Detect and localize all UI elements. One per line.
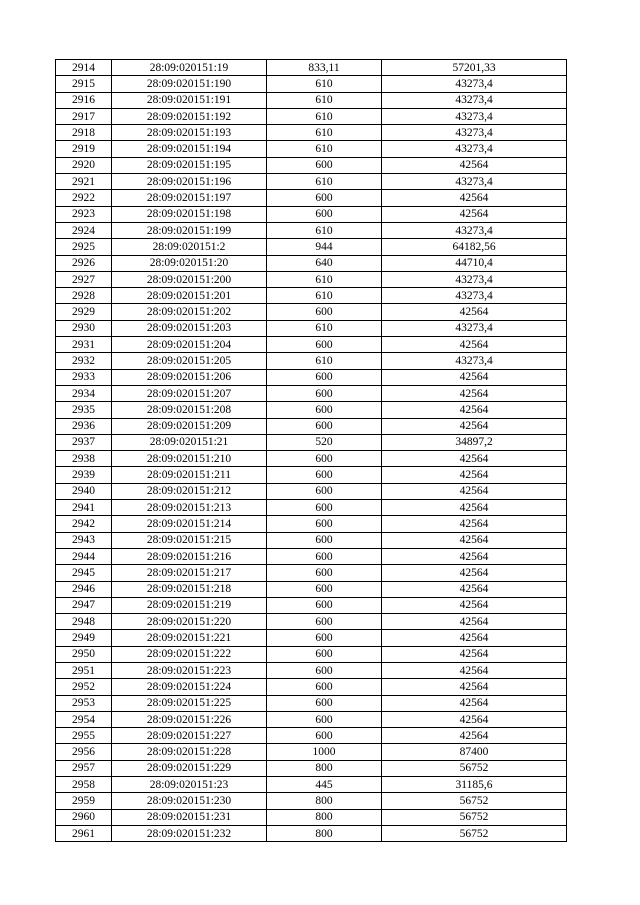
value-cell: 42564: [382, 532, 567, 548]
table-row: [56, 695, 567, 711]
table-row: [56, 76, 567, 92]
row-number-cell: 2933: [56, 369, 112, 385]
cadastral-number-cell: 28:09:020151:229: [112, 760, 267, 776]
area-cell: 610: [267, 92, 382, 108]
cadastral-number-cell: 28:09:020151:21: [112, 434, 267, 450]
table-row: [56, 825, 567, 841]
cadastral-number-cell: 28:09:020151:230: [112, 793, 267, 809]
cadastral-number-cell: 28:09:020151:190: [112, 76, 267, 92]
row-number-cell: 2914: [56, 60, 112, 76]
row-number-cell: 2953: [56, 695, 112, 711]
value-cell: 64182,56: [382, 239, 567, 255]
area-cell: 800: [267, 760, 382, 776]
cadastral-number-cell: 28:09:020151:231: [112, 809, 267, 825]
table-row: [56, 711, 567, 727]
cadastral-number-cell: 28:09:020151:192: [112, 108, 267, 124]
area-cell: 1000: [267, 744, 382, 760]
table-row: [56, 174, 567, 190]
row-number-cell: 2948: [56, 614, 112, 630]
cadastral-number-cell: 28:09:020151:2: [112, 239, 267, 255]
row-number-cell: 2922: [56, 190, 112, 206]
table-row: [56, 646, 567, 662]
value-cell: 42564: [382, 711, 567, 727]
row-number-cell: 2938: [56, 451, 112, 467]
area-cell: 600: [267, 304, 382, 320]
cadastral-number-cell: 28:09:020151:199: [112, 222, 267, 238]
value-cell: 87400: [382, 744, 567, 760]
area-cell: 610: [267, 76, 382, 92]
value-cell: 42564: [382, 418, 567, 434]
table-row: [56, 206, 567, 222]
value-cell: 42564: [382, 206, 567, 222]
value-cell: 42564: [382, 646, 567, 662]
cadastral-number-cell: 28:09:020151:232: [112, 825, 267, 841]
value-cell: 57201,33: [382, 60, 567, 76]
cadastral-number-cell: 28:09:020151:206: [112, 369, 267, 385]
area-cell: 600: [267, 711, 382, 727]
cadastral-number-cell: 28:09:020151:212: [112, 483, 267, 499]
value-cell: 34897,2: [382, 434, 567, 450]
cadastral-number-cell: 28:09:020151:204: [112, 337, 267, 353]
value-cell: 43273,4: [382, 222, 567, 238]
area-cell: 800: [267, 809, 382, 825]
row-number-cell: 2960: [56, 809, 112, 825]
table-row: [56, 125, 567, 141]
table-row: [56, 500, 567, 516]
row-number-cell: 2959: [56, 793, 112, 809]
table-row: [56, 337, 567, 353]
area-cell: 600: [267, 483, 382, 499]
cadastral-number-cell: 28:09:020151:191: [112, 92, 267, 108]
table-row: [56, 369, 567, 385]
cadastral-number-cell: 28:09:020151:207: [112, 385, 267, 401]
cadastral-number-cell: 28:09:020151:196: [112, 174, 267, 190]
row-number-cell: 2957: [56, 760, 112, 776]
area-cell: 800: [267, 793, 382, 809]
value-cell: 43273,4: [382, 92, 567, 108]
cadastral-number-cell: 28:09:020151:219: [112, 597, 267, 613]
value-cell: 42564: [382, 548, 567, 564]
row-number-cell: 2956: [56, 744, 112, 760]
table-row: [56, 271, 567, 287]
value-cell: 56752: [382, 825, 567, 841]
area-cell: 600: [267, 630, 382, 646]
area-cell: 610: [267, 125, 382, 141]
cadastral-number-cell: 28:09:020151:210: [112, 451, 267, 467]
table-row: [56, 630, 567, 646]
table-row: [56, 288, 567, 304]
cadastral-number-cell: 28:09:020151:209: [112, 418, 267, 434]
area-cell: 610: [267, 108, 382, 124]
value-cell: 42564: [382, 190, 567, 206]
row-number-cell: 2940: [56, 483, 112, 499]
row-number-cell: 2958: [56, 777, 112, 793]
area-cell: 600: [267, 190, 382, 206]
table-row: [56, 614, 567, 630]
table-row: [56, 434, 567, 450]
table-body: [56, 60, 567, 842]
table-row: [56, 255, 567, 271]
table-row: [56, 532, 567, 548]
table-row: [56, 809, 567, 825]
cadastral-number-cell: 28:09:020151:197: [112, 190, 267, 206]
cadastral-number-cell: 28:09:020151:200: [112, 271, 267, 287]
row-number-cell: 2951: [56, 662, 112, 678]
row-number-cell: 2937: [56, 434, 112, 450]
cadastral-number-cell: 28:09:020151:228: [112, 744, 267, 760]
table-row: [56, 728, 567, 744]
area-cell: 600: [267, 500, 382, 516]
area-cell: 944: [267, 239, 382, 255]
cadastral-number-cell: 28:09:020151:211: [112, 467, 267, 483]
cadastral-number-cell: 28:09:020151:208: [112, 402, 267, 418]
value-cell: 42564: [382, 695, 567, 711]
row-number-cell: 2919: [56, 141, 112, 157]
value-cell: 42564: [382, 662, 567, 678]
cadastral-number-cell: 28:09:020151:213: [112, 500, 267, 516]
table-row: [56, 548, 567, 564]
value-cell: 42564: [382, 337, 567, 353]
table-row: [56, 418, 567, 434]
cadastral-number-cell: 28:09:020151:215: [112, 532, 267, 548]
area-cell: 600: [267, 597, 382, 613]
area-cell: 610: [267, 288, 382, 304]
table-row: [56, 304, 567, 320]
value-cell: 42564: [382, 385, 567, 401]
row-number-cell: 2934: [56, 385, 112, 401]
cadastral-number-cell: 28:09:020151:201: [112, 288, 267, 304]
cadastral-number-cell: 28:09:020151:20: [112, 255, 267, 271]
cadastral-number-cell: 28:09:020151:198: [112, 206, 267, 222]
value-cell: 42564: [382, 369, 567, 385]
area-cell: 600: [267, 614, 382, 630]
row-number-cell: 2917: [56, 108, 112, 124]
row-number-cell: 2949: [56, 630, 112, 646]
cadastral-number-cell: 28:09:020151:19: [112, 60, 267, 76]
area-cell: 600: [267, 728, 382, 744]
value-cell: 43273,4: [382, 174, 567, 190]
value-cell: 42564: [382, 630, 567, 646]
table-row: [56, 516, 567, 532]
area-cell: 600: [267, 206, 382, 222]
area-cell: 610: [267, 271, 382, 287]
value-cell: 43273,4: [382, 320, 567, 336]
row-number-cell: 2946: [56, 581, 112, 597]
area-cell: 600: [267, 662, 382, 678]
value-cell: 31185,6: [382, 777, 567, 793]
value-cell: 42564: [382, 516, 567, 532]
row-number-cell: 2942: [56, 516, 112, 532]
area-cell: 600: [267, 467, 382, 483]
row-number-cell: 2952: [56, 679, 112, 695]
cadastral-number-cell: 28:09:020151:221: [112, 630, 267, 646]
row-number-cell: 2947: [56, 597, 112, 613]
cadastral-number-cell: 28:09:020151:193: [112, 125, 267, 141]
table-row: [56, 467, 567, 483]
table-row: [56, 320, 567, 336]
row-number-cell: 2941: [56, 500, 112, 516]
table-row: [56, 141, 567, 157]
area-cell: 610: [267, 222, 382, 238]
area-cell: 520: [267, 434, 382, 450]
table-row: [56, 565, 567, 581]
cadastral-number-cell: 28:09:020151:227: [112, 728, 267, 744]
table-row: [56, 402, 567, 418]
row-number-cell: 2935: [56, 402, 112, 418]
area-cell: 640: [267, 255, 382, 271]
table-row: [56, 353, 567, 369]
area-cell: 833,11: [267, 60, 382, 76]
table-row: [56, 60, 567, 76]
row-number-cell: 2931: [56, 337, 112, 353]
land-parcel-table: [55, 59, 567, 842]
cadastral-number-cell: 28:09:020151:223: [112, 662, 267, 678]
area-cell: 600: [267, 679, 382, 695]
value-cell: 42564: [382, 728, 567, 744]
value-cell: 42564: [382, 467, 567, 483]
cadastral-number-cell: 28:09:020151:23: [112, 777, 267, 793]
row-number-cell: 2944: [56, 548, 112, 564]
value-cell: 43273,4: [382, 125, 567, 141]
row-number-cell: 2961: [56, 825, 112, 841]
area-cell: 610: [267, 141, 382, 157]
row-number-cell: 2915: [56, 76, 112, 92]
area-cell: 600: [267, 418, 382, 434]
table-row: [56, 744, 567, 760]
value-cell: 42564: [382, 679, 567, 695]
row-number-cell: 2918: [56, 125, 112, 141]
area-cell: 600: [267, 548, 382, 564]
row-number-cell: 2924: [56, 222, 112, 238]
value-cell: 56752: [382, 793, 567, 809]
area-cell: 800: [267, 825, 382, 841]
table-row: [56, 793, 567, 809]
value-cell: 42564: [382, 614, 567, 630]
cadastral-number-cell: 28:09:020151:224: [112, 679, 267, 695]
table-row: [56, 777, 567, 793]
value-cell: 42564: [382, 157, 567, 173]
row-number-cell: 2929: [56, 304, 112, 320]
cadastral-number-cell: 28:09:020151:222: [112, 646, 267, 662]
area-cell: 600: [267, 402, 382, 418]
value-cell: 42564: [382, 483, 567, 499]
table-row: [56, 108, 567, 124]
value-cell: 43273,4: [382, 108, 567, 124]
row-number-cell: 2950: [56, 646, 112, 662]
area-cell: 600: [267, 646, 382, 662]
cadastral-number-cell: 28:09:020151:218: [112, 581, 267, 597]
table-row: [56, 581, 567, 597]
row-number-cell: 2927: [56, 271, 112, 287]
row-number-cell: 2939: [56, 467, 112, 483]
area-cell: 600: [267, 516, 382, 532]
table-row: [56, 222, 567, 238]
area-cell: 610: [267, 320, 382, 336]
value-cell: 42564: [382, 597, 567, 613]
table-row: [56, 385, 567, 401]
row-number-cell: 2921: [56, 174, 112, 190]
table-row: [56, 157, 567, 173]
table-row: [56, 239, 567, 255]
area-cell: 600: [267, 337, 382, 353]
cadastral-number-cell: 28:09:020151:220: [112, 614, 267, 630]
cadastral-number-cell: 28:09:020151:226: [112, 711, 267, 727]
area-cell: 600: [267, 532, 382, 548]
value-cell: 43273,4: [382, 141, 567, 157]
table-row: [56, 483, 567, 499]
row-number-cell: 2925: [56, 239, 112, 255]
value-cell: 43273,4: [382, 76, 567, 92]
value-cell: 42564: [382, 402, 567, 418]
cadastral-number-cell: 28:09:020151:203: [112, 320, 267, 336]
value-cell: 42564: [382, 565, 567, 581]
area-cell: 610: [267, 174, 382, 190]
cadastral-number-cell: 28:09:020151:195: [112, 157, 267, 173]
value-cell: 43273,4: [382, 353, 567, 369]
table-row: [56, 451, 567, 467]
value-cell: 56752: [382, 760, 567, 776]
cadastral-number-cell: 28:09:020151:214: [112, 516, 267, 532]
cadastral-number-cell: 28:09:020151:194: [112, 141, 267, 157]
value-cell: 42564: [382, 451, 567, 467]
area-cell: 445: [267, 777, 382, 793]
value-cell: 42564: [382, 500, 567, 516]
table-row: [56, 92, 567, 108]
value-cell: 43273,4: [382, 271, 567, 287]
area-cell: 600: [267, 451, 382, 467]
area-cell: 600: [267, 695, 382, 711]
cadastral-number-cell: 28:09:020151:202: [112, 304, 267, 320]
row-number-cell: 2932: [56, 353, 112, 369]
value-cell: 56752: [382, 809, 567, 825]
row-number-cell: 2930: [56, 320, 112, 336]
value-cell: 42564: [382, 304, 567, 320]
row-number-cell: 2936: [56, 418, 112, 434]
row-number-cell: 2928: [56, 288, 112, 304]
table-row: [56, 190, 567, 206]
cadastral-number-cell: 28:09:020151:216: [112, 548, 267, 564]
table-row: [56, 760, 567, 776]
row-number-cell: 2920: [56, 157, 112, 173]
table-row: [56, 662, 567, 678]
row-number-cell: 2923: [56, 206, 112, 222]
value-cell: 44710,4: [382, 255, 567, 271]
row-number-cell: 2916: [56, 92, 112, 108]
cadastral-number-cell: 28:09:020151:225: [112, 695, 267, 711]
area-cell: 600: [267, 565, 382, 581]
row-number-cell: 2926: [56, 255, 112, 271]
table-row: [56, 679, 567, 695]
row-number-cell: 2945: [56, 565, 112, 581]
row-number-cell: 2954: [56, 711, 112, 727]
area-cell: 610: [267, 353, 382, 369]
value-cell: 43273,4: [382, 288, 567, 304]
table-row: [56, 597, 567, 613]
cadastral-number-cell: 28:09:020151:217: [112, 565, 267, 581]
cadastral-number-cell: 28:09:020151:205: [112, 353, 267, 369]
area-cell: 600: [267, 581, 382, 597]
area-cell: 600: [267, 157, 382, 173]
row-number-cell: 2943: [56, 532, 112, 548]
area-cell: 600: [267, 385, 382, 401]
row-number-cell: 2955: [56, 728, 112, 744]
value-cell: 42564: [382, 581, 567, 597]
area-cell: 600: [267, 369, 382, 385]
